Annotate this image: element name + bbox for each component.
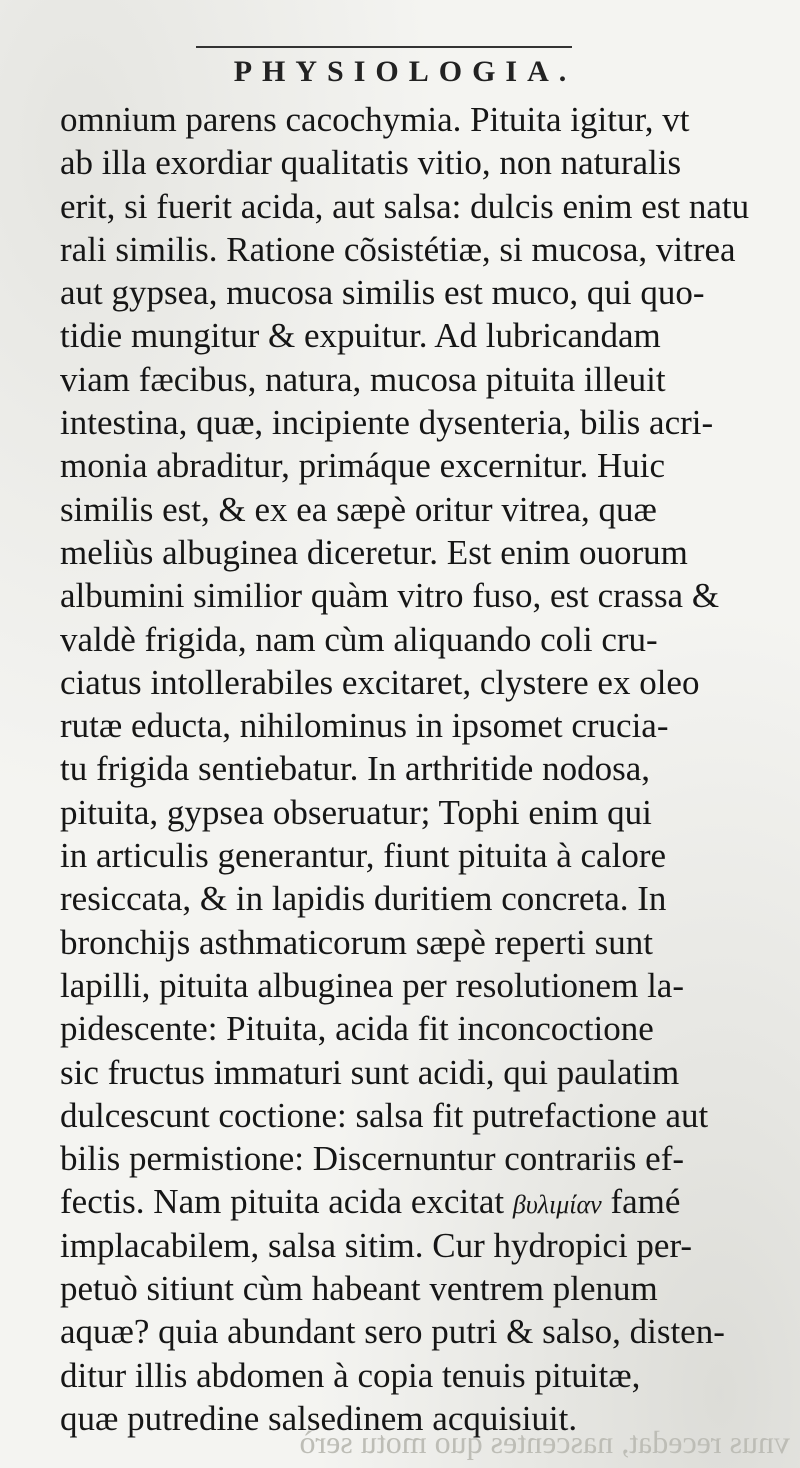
text-line-start: fectis. Nam pituita acida excitat	[60, 1182, 505, 1222]
text-line: meliùs albuginea diceretur. Est enim ouorum	[60, 532, 688, 572]
text-line: petuò sitiunt cùm habeant ventrem plenum	[60, 1269, 658, 1309]
greek-word: βυλιμίαν	[512, 1190, 602, 1220]
text-line: ciatus intollerabiles excitaret, clystere ex oleo	[60, 662, 700, 702]
running-title: PHYSIOLOGIA.	[233, 55, 577, 88]
text-line: pituita, gypsea obseruatur; Tophi enim qui	[60, 792, 652, 832]
text-line: dulcescunt coctione: salsa fit putrefactione aut	[60, 1095, 709, 1135]
text-line: ab illa exordiar qualitatis vitio, non naturalis	[60, 143, 682, 183]
text-line: bronchijs asthmaticorum sæpè reperti sunt	[60, 922, 653, 962]
body-text	[60, 98, 790, 1440]
text-line: sic fructus immaturi sunt acidi, qui paulatim	[60, 1052, 680, 1092]
text-line: monia abraditur, primáque excernitur. Huic	[60, 446, 666, 486]
text-line: quæ putredine salsedinem acquisiuit.	[60, 1398, 578, 1438]
text-line: bilis permistione: Discernuntur contrariis ef-	[60, 1139, 685, 1179]
text-line: lapilli, pituita albuginea per resolutionem la-	[60, 965, 684, 1005]
text-line: albumini similior quàm vitro fuso, est crassa &	[60, 576, 720, 616]
text-line-end: famé	[601, 1182, 681, 1222]
text-line: implacabilem, salsa sitim. Cur hydropici per-	[60, 1225, 693, 1265]
text-line: rutæ educta, nihilominus in ipsomet crucia-	[60, 706, 669, 746]
text-line: ditur illis abdomen à copia tenuis pituitæ,	[60, 1355, 641, 1395]
text-line: viam fæcibus, natura, mucosa pituita illeuit	[60, 359, 666, 399]
text-line: rali similis. Ratione cõsistétiæ, si mucosa, vitrea	[60, 229, 736, 269]
text-line: pidescente: Pituita, acida fit inconcoctione	[60, 1009, 654, 1049]
bleedthrough-text: vnus recedat, nascentes quo motu serò	[299, 1424, 790, 1460]
text-line: aquæ? quia abundant sero putri & salso, disten-	[60, 1312, 725, 1352]
text-line: tidie mungitur & expuitur. Ad lubricandam	[60, 316, 661, 356]
text-line: similis est, & ex ea sæpè oritur vitrea, quæ	[60, 489, 657, 529]
text-line: tu frigida sentiebatur. In arthritide nodosa,	[60, 749, 650, 789]
text-line: erit, si fuerit acida, aut salsa: dulcis enim est natu	[60, 186, 750, 226]
text-line: resiccata, & in lapidis duritiem concreta. In	[60, 879, 667, 919]
text-line: omnium parens cacochymia. Pituita igitur, vt	[60, 100, 690, 139]
text-line: intestina, quæ, incipiente dysenteria, bilis acri-	[60, 403, 714, 443]
text-line: valdè frigida, nam cùm aliquando coli cru-	[60, 619, 658, 659]
text-line: aut gypsea, mucosa similis est muco, qui quo-	[60, 273, 705, 313]
text-line-with-greek	[60, 1180, 790, 1223]
text-line: in articulis generantur, fiunt pituita à calore	[60, 836, 667, 876]
